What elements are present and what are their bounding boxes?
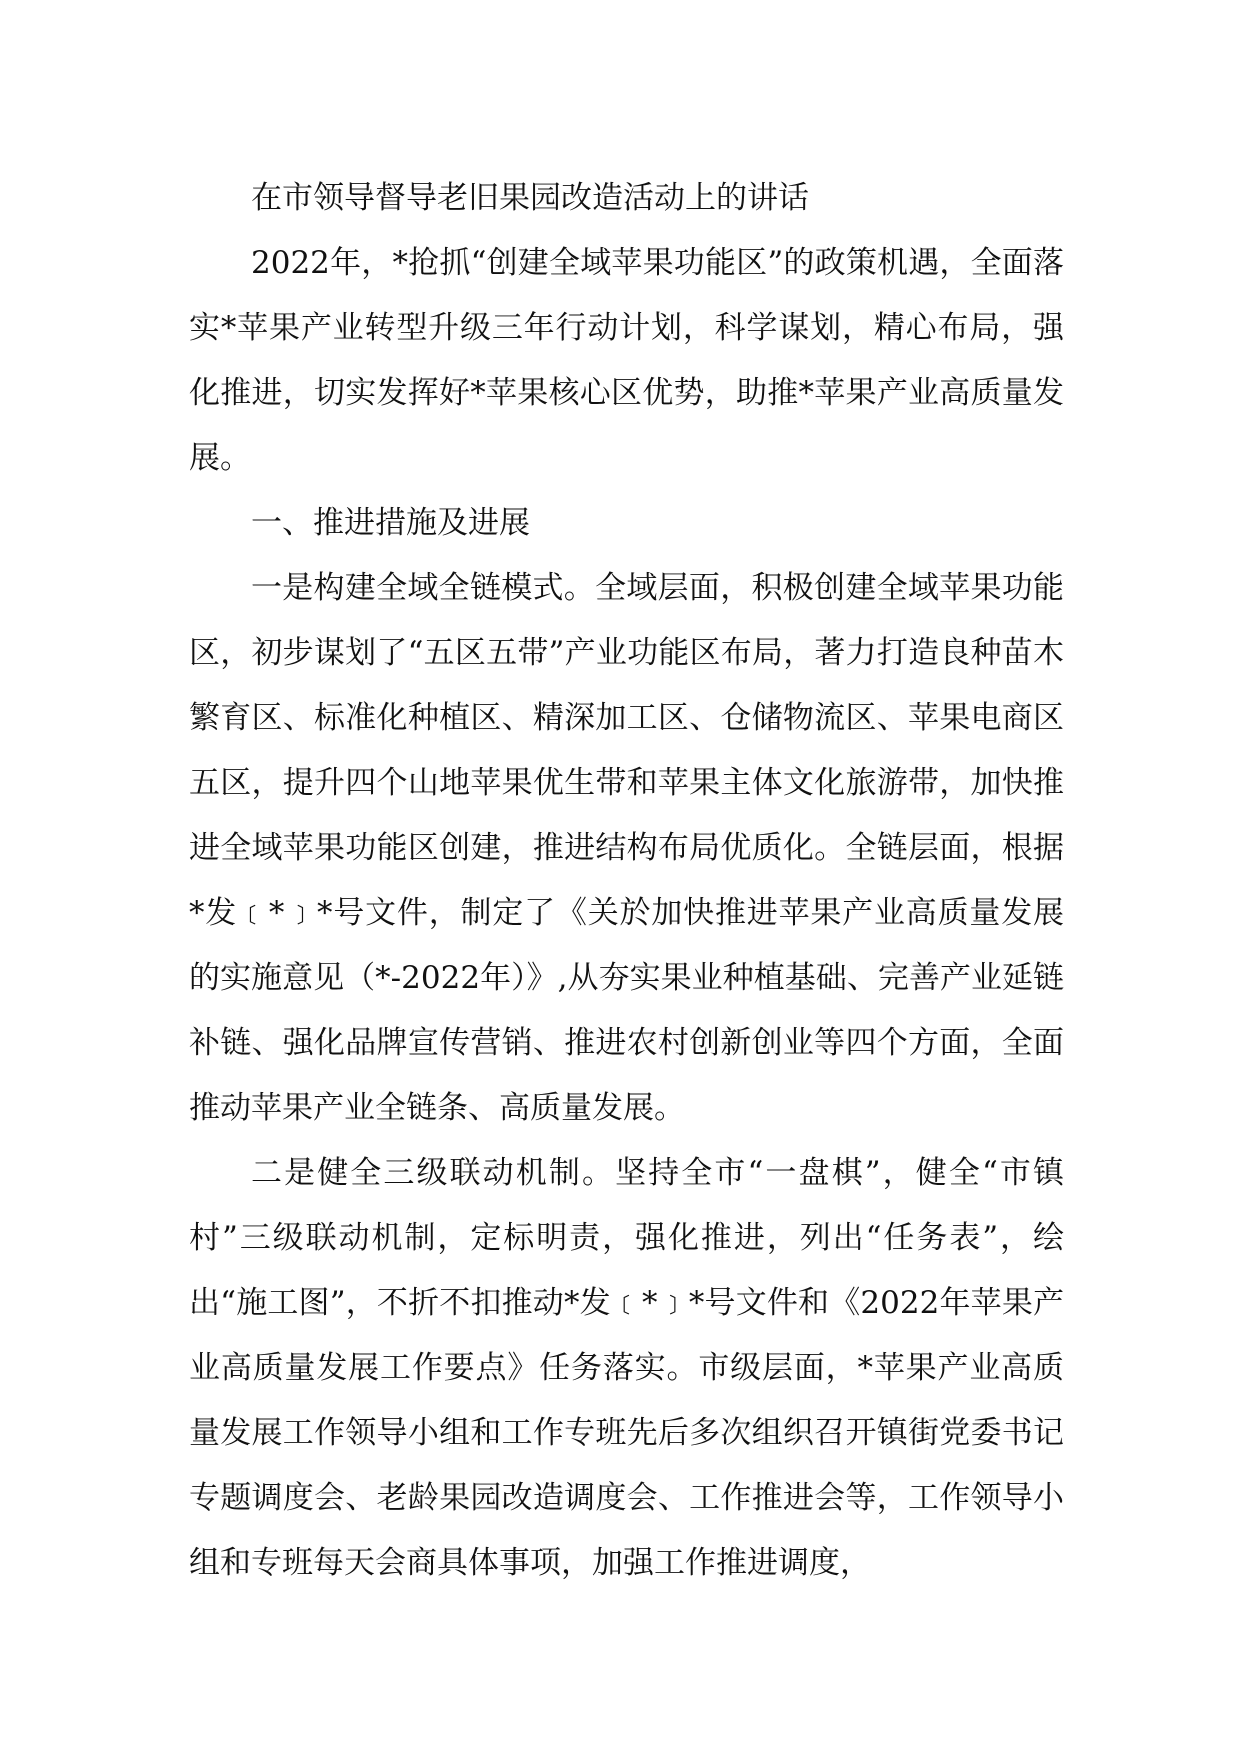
section-heading: 一、推进措施及进展 — [251, 505, 530, 541]
document-body — [189, 166, 1064, 1596]
document-title: 在市领导督导老旧果园改造活动上的讲话 — [251, 180, 809, 216]
paragraph-intro: 2022年，*抢抓“创建全域苹果功能区”的政策机遇，全面落实*苹果产业转型升级三年行动计划，科学谋划，精心布局，强化推进，切实发挥好*苹果核心区优势，助推*苹果产业高质量发展。 — [189, 245, 1064, 476]
paragraph-point-two: 二是健全三级联动机制。坚持全市“一盘棋”，健全“市镇村”三级联动机制，定标明责，强化推进，列出“任务表”，绘出“施工图”，不折不扣推动*发﹝*﹞*号文件和《2022年苹果产业高质量发展工作要点》任务落实。市级层面，*苹果产业高质量发展工作领导小组和工作专班先后多次组织召开镇街党委书记专题调度会、老龄果园改造调度会、工作推进会等，工作领导小组和专班每天会商具体事项，加强工作推进调度， — [189, 1155, 1064, 1581]
paragraph-point-one: 一是构建全域全链模式。全域层面，积极创建全域苹果功能区，初步谋划了“五区五带”产业功能区布局，著力打造良种苗木繁育区、标准化种植区、精深加工区、仓储物流区、苹果电商区五区，提升四个山地苹果优生带和苹果主体文化旅游带，加快推进全域苹果功能区创建，推进结构布局优质化。全链层面，根据*发﹝*﹞*号文件，制定了《关於加快推进苹果产业高质量发展的实施意见（*-2022年）》,从夯实果业种植基础、完善产业延链补链、强化品牌宣传营销、推进农村创新创业等四个方面，全面推动苹果产业全链条、高质量发展。 — [189, 570, 1064, 1126]
